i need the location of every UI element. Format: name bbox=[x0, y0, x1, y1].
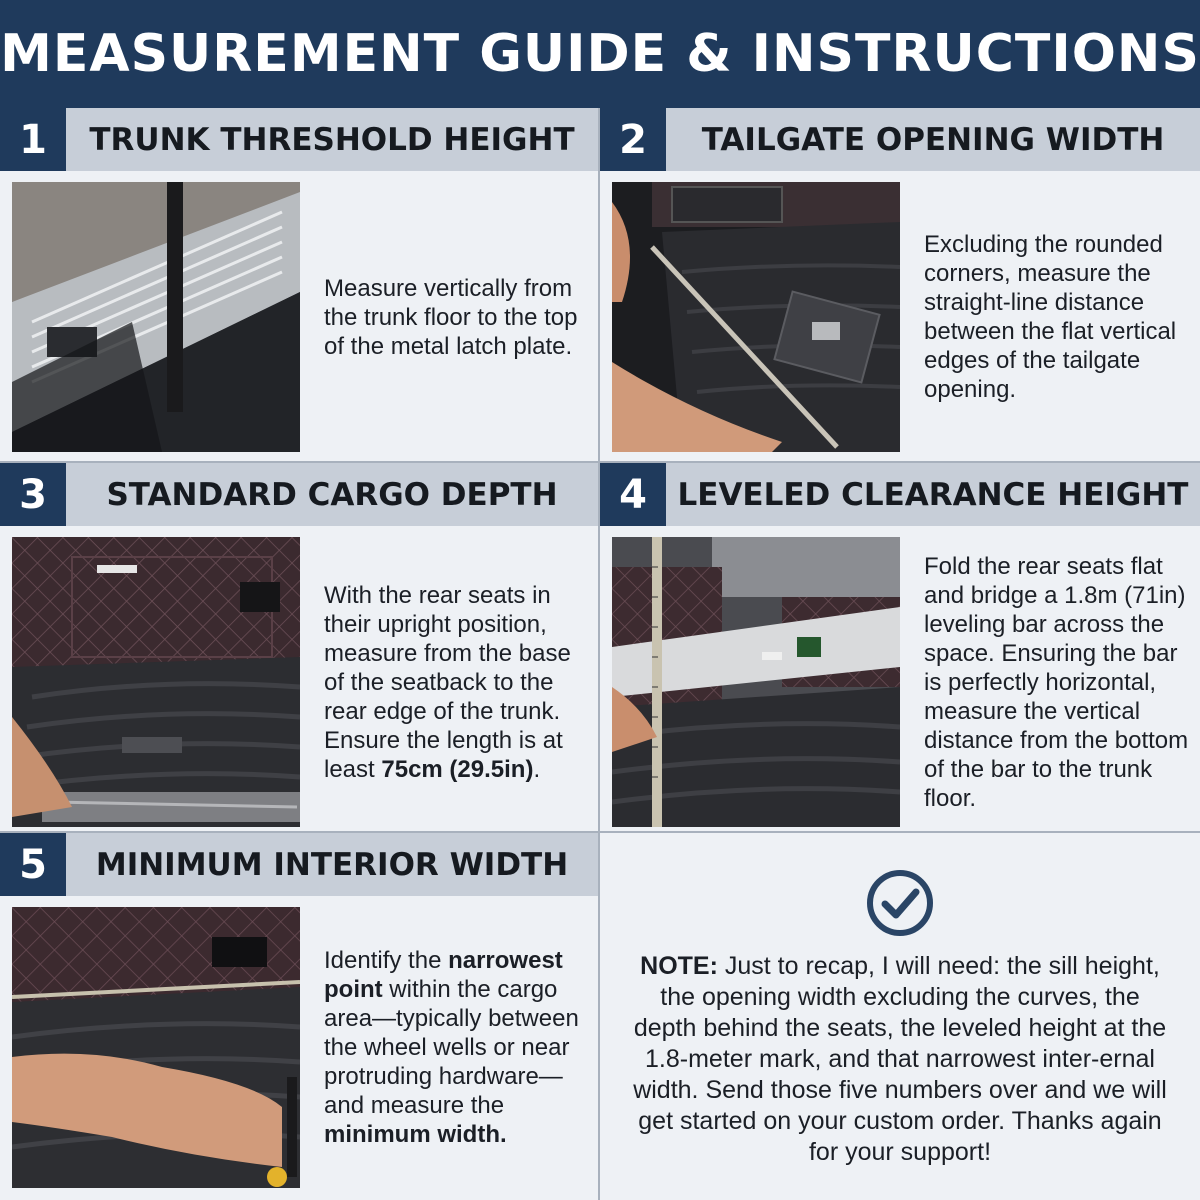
note-text bbox=[630, 951, 1170, 1168]
step-3-header bbox=[0, 463, 598, 526]
step-5-panel bbox=[0, 833, 600, 1200]
step-5-instructions bbox=[324, 907, 588, 1188]
step-5-header bbox=[0, 833, 598, 896]
leveled-clearance-photo bbox=[612, 537, 900, 827]
step-4-text: Fold the rear seats flat and bridge a 1.8m (71in) leveling bar across the space. Ensuring the bar is perfectly horizontal, measure the vertical distance from the bottom of the bar to the trunk floor. bbox=[924, 552, 1189, 812]
step-3-text bbox=[324, 581, 588, 784]
guide-title: MEASUREMENT GUIDE & INSTRUCTIONS bbox=[0, 24, 1200, 84]
step-1-panel bbox=[0, 108, 600, 463]
step-3-panel bbox=[0, 463, 600, 833]
note-body: Just to recap, I will need: the sill height, the opening width excluding the curves, the depth behind the seats, the leveled height at the 1.8-meter mark, and that narrowest inter-ernal width. Send those five numbers over and we will get started on your custom order. Thanks again for your support! bbox=[633, 952, 1167, 1166]
trunk-threshold-photo bbox=[12, 182, 300, 452]
step-1-header bbox=[0, 108, 598, 171]
step-2-header bbox=[600, 108, 1200, 171]
note-label: NOTE: bbox=[640, 952, 718, 980]
step-1-number: 1 bbox=[0, 108, 66, 171]
guide-banner bbox=[0, 0, 1200, 108]
step-2-number: 2 bbox=[600, 108, 666, 171]
step-2-title: TAILGATE OPENING WIDTH bbox=[701, 121, 1165, 158]
step-3-number: 3 bbox=[0, 463, 66, 526]
step-2-instructions bbox=[924, 182, 1190, 452]
step-3-title: STANDARD CARGO DEPTH bbox=[106, 476, 558, 513]
check-circle-icon bbox=[865, 868, 935, 938]
cargo-depth-photo bbox=[12, 537, 300, 827]
step-5-narrowest-point: narrowest point bbox=[324, 947, 563, 1003]
step-1-text: Measure vertically from the trunk floor to the top of the metal latch plate. bbox=[324, 274, 578, 360]
step-1-title: TRUNK THRESHOLD HEIGHT bbox=[89, 121, 575, 158]
step-2-panel bbox=[600, 108, 1200, 463]
step-4-number: 4 bbox=[600, 463, 666, 526]
step-1-instructions bbox=[324, 182, 588, 452]
step-3-instructions bbox=[324, 537, 588, 827]
step-5-number: 5 bbox=[0, 833, 66, 896]
step-2-text: Excluding the rounded corners, measure the straight-line distance between the flat vertical edges of the tailgate opening. bbox=[924, 231, 1177, 403]
step-4-header bbox=[600, 463, 1200, 526]
tailgate-opening-photo bbox=[612, 182, 900, 452]
step-3-min-length: 75cm (29.5in) bbox=[381, 755, 534, 783]
interior-width-photo bbox=[12, 907, 300, 1188]
step-4-panel bbox=[600, 463, 1200, 833]
step-5-minimum-width: minimum width. bbox=[324, 1121, 507, 1148]
step-3-text-part: With the rear seats in their upright position, measure from the base of the seatback to the rear edge of the trunk. Ensure the length is at least bbox=[324, 581, 571, 783]
step-4-instructions bbox=[924, 537, 1190, 827]
step-3-text-end: . bbox=[533, 755, 541, 783]
note-panel bbox=[600, 833, 1200, 1200]
step-4-title: LEVELED CLEARANCE HEIGHT bbox=[677, 476, 1189, 513]
step-5-title: MINIMUM INTERIOR WIDTH bbox=[95, 846, 569, 883]
step-5-text-part-1: Identify the bbox=[324, 947, 449, 974]
step-5-text bbox=[324, 946, 588, 1149]
step-5-text-part-2: within the cargo area—typically between the wheel wells or near protruding hardware—and measure the bbox=[324, 976, 579, 1119]
